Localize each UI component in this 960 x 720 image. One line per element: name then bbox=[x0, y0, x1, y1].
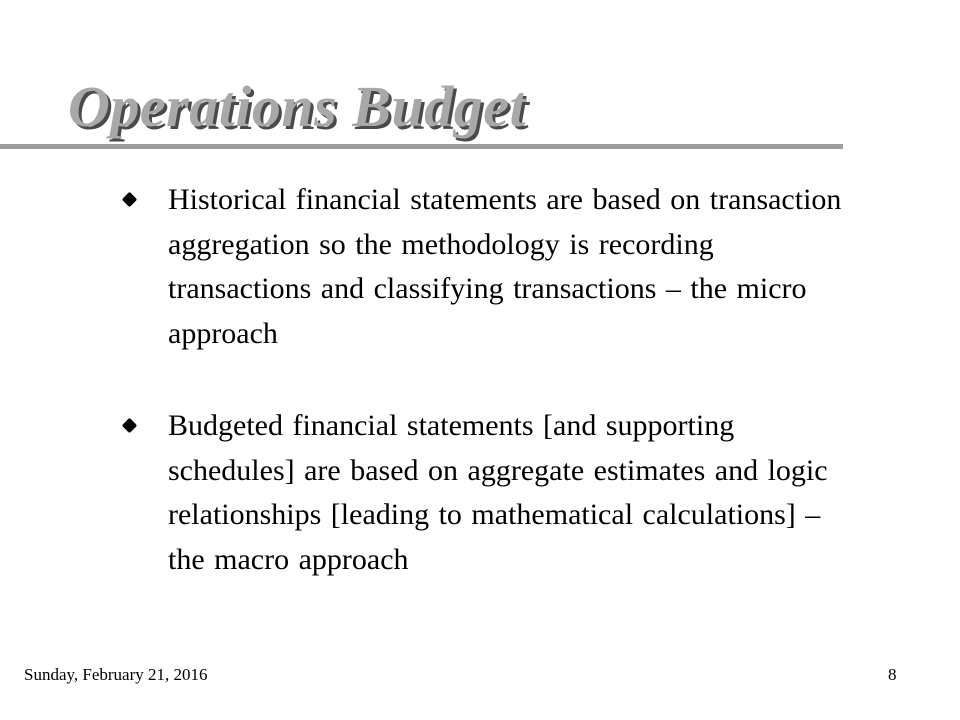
bullet-text: Historical financial statements are based on transaction aggregation so the methodology is recording transactions and classifying transactions – the micro approach bbox=[168, 183, 842, 350]
bullet-text: Budgeted financial statements [and supporting schedules] are based on aggregate estimates and logic relationships [leading to mathematical calculations] – the macro approach bbox=[168, 409, 828, 576]
diamond-bullet-icon bbox=[122, 192, 138, 208]
diamond-bullet-icon bbox=[122, 418, 138, 434]
title-underline-rule bbox=[0, 144, 843, 149]
bullet-item bbox=[122, 404, 842, 582]
footer-date: Sunday, February 21, 2016 bbox=[24, 665, 208, 684]
bullet-list bbox=[122, 178, 842, 582]
footer-page-number: 8 bbox=[888, 665, 897, 684]
bullet-item bbox=[122, 178, 842, 356]
slide-title: Operations Budget bbox=[68, 74, 527, 139]
